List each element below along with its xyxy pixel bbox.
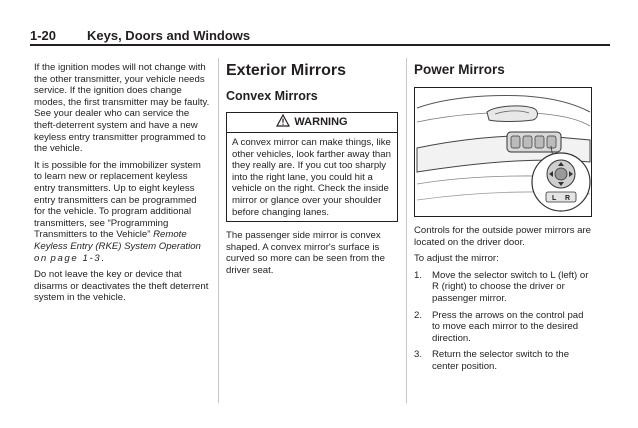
chapter-title: Keys, Doors and Windows bbox=[87, 28, 251, 43]
door-panel-drawing bbox=[415, 88, 591, 216]
paragraph: Controls for the outside power mirrors are located on the driver door. bbox=[414, 225, 592, 248]
header-rule bbox=[30, 44, 610, 46]
paragraph bbox=[34, 160, 210, 264]
selector-right-label: R bbox=[565, 195, 571, 202]
selector-left-label: L bbox=[552, 195, 557, 202]
step-number: 2. bbox=[414, 309, 423, 321]
power-mirror-control-illustration bbox=[414, 87, 592, 217]
paragraph: To adjust the mirror: bbox=[414, 253, 499, 265]
list-item bbox=[414, 310, 592, 345]
paragraph: If the ignition modes will not change with the other transmitter, your vehicle needs service. If the ignition does change modes, the first transmitter may be faulty. See your dealer who can service the theft-deterrent system and have a new keyless entry transmitter programmed to the vehicle. bbox=[34, 62, 210, 155]
paragraph: Do not leave the key or device that disarms or deactivates the theft deterrent system in the vehicle. bbox=[34, 269, 209, 304]
warning-label: WARNING bbox=[294, 116, 348, 128]
warning-box bbox=[226, 112, 398, 222]
column-middle bbox=[226, 62, 398, 282]
step-text: Move the selector switch to L (left) or R (right) to choose the driver or passenger mirror. bbox=[432, 269, 589, 304]
column-right bbox=[414, 62, 592, 378]
section-heading: Exterior Mirrors bbox=[226, 62, 347, 79]
subsection-heading: Convex Mirrors bbox=[226, 89, 318, 103]
warning-text: A convex mirror can make things, like other vehicles, look farther away than they really are. If you cut too sharply into the right lane, you could hit a vehicle on the right. Check the inside mirror or glance over your shoulder before changing lanes. bbox=[232, 137, 391, 218]
warning-header bbox=[227, 113, 397, 133]
cross-reference-page: page 1-3 bbox=[50, 252, 102, 264]
step-number: 1. bbox=[414, 269, 423, 281]
warning-triangle-icon bbox=[276, 114, 290, 134]
page-number: 1-20 bbox=[30, 28, 57, 43]
cross-reference: Remote Keyless Entry (RKE) System Operation bbox=[34, 229, 201, 252]
page-header bbox=[30, 26, 610, 44]
list-item bbox=[414, 270, 592, 305]
column-divider bbox=[406, 58, 407, 403]
step-text: Press the arrows on the control pad to move each mirror to the desired direction. bbox=[432, 309, 584, 344]
step-number: 3. bbox=[414, 349, 423, 361]
step-text: Return the selector switch to the center position. bbox=[432, 349, 570, 372]
cross-reference-on: on bbox=[34, 252, 48, 264]
column-divider bbox=[218, 58, 219, 403]
section-heading: Power Mirrors bbox=[414, 62, 505, 77]
period: . bbox=[101, 252, 104, 264]
steps-list bbox=[414, 270, 592, 373]
column-left bbox=[34, 62, 210, 309]
list-item bbox=[414, 349, 592, 372]
paragraph: The passenger side mirror is convex shaped. A convex mirror's surface is curved so more can be seen from the driver seat. bbox=[226, 230, 385, 276]
paragraph-text: It is possible for the immobilizer system to learn new or replacement keyless entry transmitters. Up to eight keyless entry transmitters can be programmed for the vehicle. To program additional transmitters, see “Programming Transmitters to the Vehicle” bbox=[34, 159, 201, 241]
